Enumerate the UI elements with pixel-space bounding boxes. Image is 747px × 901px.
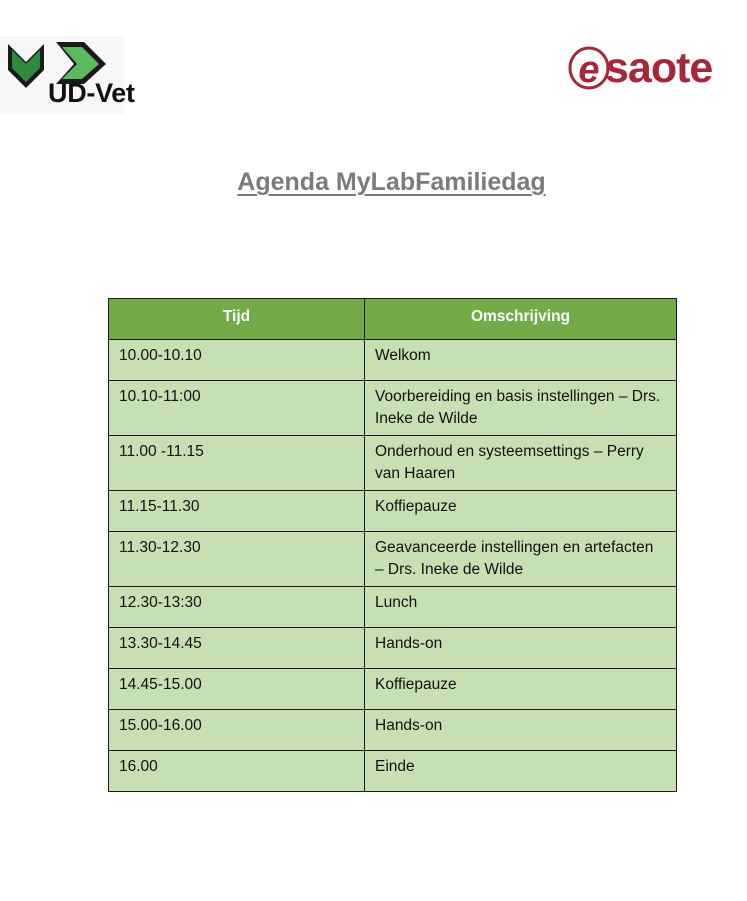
- agenda-table: [108, 298, 677, 792]
- row-time: 10.00-10.10: [109, 340, 365, 381]
- table-row: [109, 669, 677, 710]
- row-description: Hands-on: [365, 628, 677, 669]
- row-description: Lunch: [365, 587, 677, 628]
- row-description: Geavanceerde instellingen en artefacten – Drs. Ineke de Wilde: [365, 532, 677, 587]
- table-row: [109, 340, 677, 381]
- table-row: [109, 587, 677, 628]
- row-description: Hands-on: [365, 710, 677, 751]
- row-description: Koffiepauze: [365, 669, 677, 710]
- row-time: 11.00 -11.15: [109, 436, 365, 491]
- table-row: [109, 532, 677, 587]
- table-row: [109, 628, 677, 669]
- row-description: Koffiepauze: [365, 491, 677, 532]
- table-header-row: [109, 299, 677, 340]
- esaote-mark-letter: e: [578, 49, 600, 91]
- row-time: 14.45-15.00: [109, 669, 365, 710]
- table-row: [109, 436, 677, 491]
- table-row: [109, 491, 677, 532]
- row-time: 11.15-11.30: [109, 491, 365, 532]
- table-row: [109, 710, 677, 751]
- table-row: [109, 381, 677, 436]
- udvet-logo: [0, 36, 135, 114]
- esaote-logo: [563, 42, 743, 100]
- header-time: Tijd: [109, 299, 365, 340]
- row-time: 12.30-13:30: [109, 587, 365, 628]
- row-time: 16.00: [109, 751, 365, 792]
- row-time: 15.00-16.00: [109, 710, 365, 751]
- row-description: Einde: [365, 751, 677, 792]
- row-description: Welkom: [365, 340, 677, 381]
- row-time: 13.30-14.45: [109, 628, 365, 669]
- esaote-logo-text: saote: [605, 44, 713, 92]
- row-description: Onderhoud en systeemsettings – Perry van Haaren: [365, 436, 677, 491]
- udvet-logo-text: UD-Vet: [48, 78, 135, 108]
- header-description: Omschrijving: [365, 299, 677, 340]
- page-title: Agenda MyLabFamiliedag: [237, 168, 546, 196]
- row-time: 10.10-11:00: [109, 381, 365, 436]
- table-row: [109, 751, 677, 792]
- row-description: Voorbereiding en basis instellingen – Drs. Ineke de Wilde: [365, 381, 677, 436]
- row-time: 11.30-12.30: [109, 532, 365, 587]
